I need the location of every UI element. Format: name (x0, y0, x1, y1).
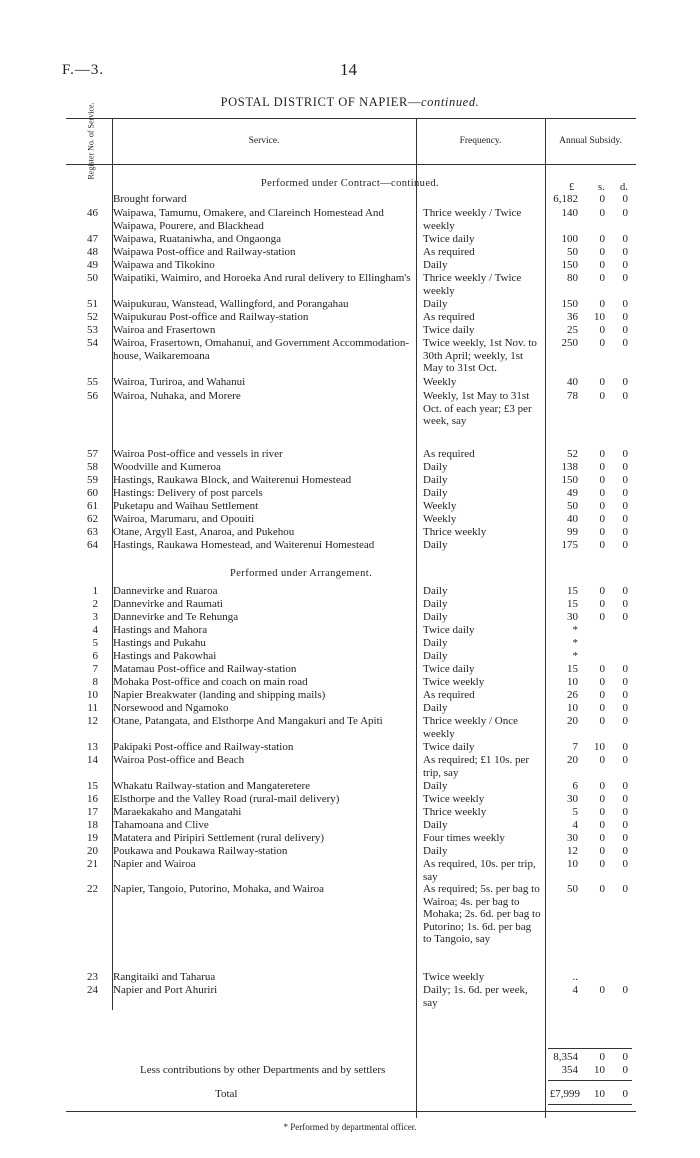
service-description: Whakatu Railway-station and Mangateretere (113, 780, 311, 792)
service-description: Wairoa, Marumaru, and Opouiti (113, 513, 255, 525)
subsidy-pence: 0 (622, 676, 628, 688)
subsidy-pence: 0 (622, 793, 628, 805)
service-description: Waipawa Post-office and Railway-station (113, 246, 296, 258)
frequency: Twice daily (423, 624, 475, 636)
register-number: 14 (87, 754, 98, 766)
register-number: 60 (87, 487, 98, 499)
frequency: Daily (423, 461, 448, 473)
register-number: 47 (87, 233, 98, 245)
service-description: Pakipaki Post-office and Railway-station (113, 741, 294, 753)
subsidy-shillings: 0 (599, 500, 605, 512)
service-description: Dannevirke and Ruaroa (113, 585, 218, 597)
subsidy-shillings: 0 (599, 390, 605, 402)
subsidy-pounds: 40 (567, 376, 578, 388)
subsidy-shillings: 0 (599, 845, 605, 857)
page-title (0, 95, 700, 110)
frequency: As required, 10s. per trip, say (423, 858, 536, 883)
service-description: Waipukurau Post-office and Railway-station (113, 311, 309, 323)
frequency: Twice weekly, 1st Nov. to 30th April; weekly, 1st May to 31st Oct. (423, 337, 537, 374)
subsidy-pence: 0 (622, 259, 628, 271)
register-number: 51 (87, 298, 98, 310)
total-double-rule (548, 1104, 632, 1105)
subsidy-pounds: 30 (567, 611, 578, 623)
subsidy-shillings: 0 (599, 324, 605, 336)
subtotal-shillings: 0 (599, 1051, 605, 1063)
page-number: 14 (340, 60, 357, 79)
subsidy-pence: 0 (622, 207, 628, 219)
register-number: 20 (87, 845, 98, 857)
subsidy-shillings: 0 (599, 539, 605, 551)
frequency: Weekly (423, 500, 457, 512)
service-column-header: Service. (248, 136, 280, 146)
register-number: 7 (92, 663, 98, 675)
register-number: 11 (87, 702, 98, 714)
subsidy-pounds: 49 (567, 487, 578, 499)
frequency: Weekly (423, 513, 457, 525)
subsidy-pounds: 78 (567, 390, 578, 402)
register-number: 18 (87, 819, 98, 831)
subsidy-pounds: * (572, 650, 578, 662)
frequency: Thrice weekly (423, 526, 487, 538)
subsidy-pounds: .. (572, 971, 578, 983)
subsidy-pounds: 15 (567, 598, 578, 610)
total-label: Total (215, 1088, 238, 1100)
subsidy-shillings: 0 (599, 376, 605, 388)
subsidy-shillings: 0 (599, 806, 605, 818)
subsidy-shillings: 0 (599, 207, 605, 219)
service-description: Mohaka Post-office and coach on main road (113, 676, 308, 688)
service-description: Brought forward (113, 193, 187, 205)
register-number: 53 (87, 324, 98, 336)
currency-pence-label: d. (620, 182, 628, 193)
subsidy-pounds: * (572, 624, 578, 636)
subsidy-pounds: 6 (572, 780, 578, 792)
subsidy-shillings: 0 (599, 780, 605, 792)
subsidy-shillings: 0 (599, 715, 605, 727)
subsidy-pounds: 30 (567, 793, 578, 805)
subsidy-pence: 0 (622, 806, 628, 818)
service-description: Waipawa, Tamumu, Omakere, and Clareinch Homestead And Waipawa, Pourere, and Blackhead (113, 207, 384, 232)
register-number: 46 (87, 207, 98, 219)
less-contributions-label: Less contributions by other Departments and by settlers (140, 1064, 386, 1076)
frequency: As required (423, 689, 475, 701)
service-description: Napier Breakwater (landing and shipping mails) (113, 689, 326, 701)
subsidy-pence: 0 (622, 311, 628, 323)
subsidy-pounds: 250 (561, 337, 578, 349)
subsidy-pence: 0 (622, 513, 628, 525)
section-heading-contract: Performed under Contract—continued. (260, 178, 440, 189)
subsidy-pounds: 4 (572, 984, 578, 996)
service-description: Elsthorpe and the Valley Road (rural-mail delivery) (113, 793, 340, 805)
subsidy-pounds: 10 (567, 858, 578, 870)
subsidy-shillings: 0 (599, 832, 605, 844)
subsidy-pounds: 50 (567, 246, 578, 258)
subsidy-pounds: 100 (561, 233, 578, 245)
subsidy-shillings: 0 (599, 858, 605, 870)
frequency: Twice daily (423, 233, 475, 245)
frequency: Twice weekly (423, 971, 485, 983)
subsidy-pence: 0 (622, 883, 628, 895)
register-number: 8 (92, 676, 98, 688)
subtotal-pence: 0 (622, 1051, 628, 1063)
subsidy-pence: 0 (622, 858, 628, 870)
register-number: 1 (92, 585, 98, 597)
register-number: 2 (92, 598, 98, 610)
subsidy-shillings: 0 (599, 585, 605, 597)
service-description: Tahamoana and Clive (113, 819, 209, 831)
service-description: Rangitaiki and Taharua (113, 971, 216, 983)
subsidy-shillings: 0 (599, 676, 605, 688)
subsidy-shillings: 0 (599, 598, 605, 610)
subsidy-pence: 0 (622, 984, 628, 996)
total-rule (548, 1080, 632, 1081)
frequency: Daily (423, 702, 448, 714)
subsidy-pence: 0 (622, 246, 628, 258)
subsidy-pence: 0 (622, 585, 628, 597)
subsidy-pence: 0 (622, 474, 628, 486)
subsidy-shillings: 10 (594, 311, 605, 323)
subsidy-shillings: 0 (599, 193, 605, 205)
subsidy-shillings: 0 (599, 259, 605, 271)
currency-pounds-label: £ (569, 182, 575, 193)
service-description: Hastings, Raukawa Block, and Waiterenui Homestead (113, 474, 352, 486)
total-shillings: 10 (594, 1088, 605, 1100)
service-description: Wairoa Post-office and vessels in river (113, 448, 283, 460)
subsidy-pounds: 40 (567, 513, 578, 525)
subsidy-pence: 0 (622, 500, 628, 512)
subsidy-pounds: 99 (567, 526, 578, 538)
frequency: As required; £1 10s. per trip, say (423, 754, 530, 779)
section-heading-arrangement: Performed under Arrangement. (230, 568, 373, 579)
subsidy-shillings: 10 (594, 741, 605, 753)
title-continued: continued. (420, 95, 480, 109)
subsidy-shillings: 0 (599, 793, 605, 805)
subsidy-shillings: 0 (599, 233, 605, 245)
subsidy-pounds: 25 (567, 324, 578, 336)
subsidy-shillings: 0 (599, 689, 605, 701)
subsidy-shillings: 0 (599, 526, 605, 538)
subsidy-pounds: 15 (567, 585, 578, 597)
register-number: 10 (87, 689, 98, 701)
frequency: Daily (423, 650, 448, 662)
frequency: Twice daily (423, 663, 475, 675)
subsidy-pence: 0 (622, 233, 628, 245)
subsidy-pence: 0 (622, 376, 628, 388)
frequency: Daily (423, 611, 448, 623)
subsidy-pence: 0 (622, 702, 628, 714)
subsidy-shillings: 0 (599, 702, 605, 714)
service-description: Napier and Wairoa (113, 858, 196, 870)
frequency: Daily (423, 637, 448, 649)
subsidy-pounds: 175 (561, 539, 578, 551)
frequency: As required (423, 448, 475, 460)
service-description: Wairoa, Frasertown, Omahanui, and Government Accommodation-house, Waikaremoana (113, 337, 410, 362)
service-description: Waipatiki, Waimiro, and Horoeka And rural delivery to Ellingham's (113, 272, 411, 284)
service-description: Wairoa, Nuhaka, and Morere (113, 390, 241, 402)
service-description: Poukawa and Poukawa Railway-station (113, 845, 288, 857)
subsidy-shillings: 0 (599, 663, 605, 675)
subsidy-pence: 0 (622, 598, 628, 610)
frequency: Thrice weekly / Twice weekly (423, 207, 522, 232)
less-pounds: 354 (561, 1064, 578, 1076)
total-pounds: £7,999 (549, 1088, 580, 1100)
subsidy-shillings: 0 (599, 984, 605, 996)
frequency: Daily (423, 259, 448, 271)
register-number: 24 (87, 984, 98, 996)
frequency: Daily (423, 487, 448, 499)
frequency: Daily (423, 298, 448, 310)
subsidy-pounds: 12 (567, 845, 578, 857)
service-description: Hastings and Mahora (113, 624, 208, 636)
subsidy-pounds: 50 (567, 500, 578, 512)
subsidy-pounds: 150 (561, 259, 578, 271)
subsidy-shillings: 0 (599, 461, 605, 473)
frequency: Thrice weekly / Twice weekly (423, 272, 522, 297)
subtotal-rule (548, 1048, 632, 1049)
service-description: Dannevirke and Raumati (113, 598, 223, 610)
register-number: 50 (87, 272, 98, 284)
frequency-column-header: Frequency. (459, 136, 502, 146)
frequency: As required (423, 311, 475, 323)
frequency: Daily (423, 819, 448, 831)
subsidy-shillings: 0 (599, 246, 605, 258)
subsidy-pence: 0 (622, 298, 628, 310)
subsidy-pounds: 138 (561, 461, 578, 473)
subsidy-shillings: 0 (599, 487, 605, 499)
subsidy-pence: 0 (622, 845, 628, 857)
footnote: * Performed by departmental officer. (283, 1122, 417, 1132)
subsidy-pence: 0 (622, 780, 628, 792)
page-section-id: F.—3. (62, 62, 105, 78)
register-number: 23 (87, 971, 98, 983)
subsidy-pounds: 36 (567, 311, 578, 323)
subsidy-pounds: 80 (567, 272, 578, 284)
subsidy-pence: 0 (622, 611, 628, 623)
register-number: 17 (87, 806, 98, 818)
register-number: 63 (87, 526, 98, 538)
register-number: 59 (87, 474, 98, 486)
service-description: Wairoa Post-office and Beach (113, 754, 245, 766)
subsidy-pence: 0 (622, 272, 628, 284)
service-description: Maraekakaho and Mangatahi (113, 806, 242, 818)
register-number: 13 (87, 741, 98, 753)
register-number: 57 (87, 448, 98, 460)
service-description: Matatera and Piripiri Settlement (rural delivery) (113, 832, 325, 844)
subsidy-shillings: 0 (599, 272, 605, 284)
subsidy-shillings: 0 (599, 819, 605, 831)
table-bottom-rule (66, 1111, 636, 1112)
subsidy-shillings: 0 (599, 337, 605, 349)
frequency: As required (423, 246, 475, 258)
subsidy-pounds: 30 (567, 832, 578, 844)
subsidy-pounds: 50 (567, 883, 578, 895)
service-description: Woodville and Kumeroa (113, 461, 221, 473)
title-main: POSTAL DISTRICT OF NAPIER— (220, 95, 421, 109)
frequency: Daily (423, 598, 448, 610)
service-description: Waipukurau, Wanstead, Wallingford, and Porangahau (113, 298, 349, 310)
table-top-rule (66, 118, 636, 119)
register-number: 4 (92, 624, 98, 636)
subsidy-pence: 0 (622, 754, 628, 766)
subtotal-pounds: 8,354 (553, 1051, 578, 1063)
service-description: Napier, Tangoio, Putorino, Mohaka, and Wairoa (113, 883, 325, 895)
service-description: Otane, Argyll East, Anaroa, and Pukehou (113, 526, 295, 538)
subsidy-pounds: 52 (567, 448, 578, 460)
register-number: 21 (87, 858, 98, 870)
subsidy-shillings: 0 (599, 513, 605, 525)
service-description: Waipawa, Ruataniwha, and Ongaonga (113, 233, 282, 245)
service-description: Norsewood and Ngamoko (113, 702, 229, 714)
register-number: 56 (87, 390, 98, 402)
register-number: 62 (87, 513, 98, 525)
service-description: Dannevirke and Te Rehunga (113, 611, 239, 623)
service-description: Otane, Patangata, and Elsthorpe And Mangakuri and Te Apiti (113, 715, 383, 727)
currency-shillings-label: s. (598, 182, 605, 193)
register-column-header: Register No. of Service. (86, 102, 96, 180)
frequency: Twice weekly (423, 793, 485, 805)
frequency: Daily (423, 585, 448, 597)
subsidy-pence: 0 (622, 193, 628, 205)
frequency: As required; 5s. per bag to Wairoa; 4s. per bag to Mohaka; 2s. 6d. per bag to Putorino; 1s. 6d. per bag to Tangoio, say (423, 883, 541, 945)
subsidy-pounds: 140 (561, 207, 578, 219)
frequency: Weekly (423, 376, 457, 388)
subsidy-pence: 0 (622, 526, 628, 538)
subsidy-shillings: 0 (599, 474, 605, 486)
frequency: Four times weekly (423, 832, 505, 844)
register-number: 16 (87, 793, 98, 805)
subsidy-pence: 0 (622, 819, 628, 831)
subsidy-pence: 0 (622, 715, 628, 727)
service-description: Hastings and Pakowhai (113, 650, 217, 662)
subsidy-pounds: 6,182 (553, 193, 578, 205)
register-number: 58 (87, 461, 98, 473)
total-pence: 0 (622, 1088, 628, 1100)
subsidy-pence: 0 (622, 390, 628, 402)
service-description: Hastings, Raukawa Homestead, and Waiterenui Homestead (113, 539, 375, 551)
subsidy-pence: 0 (622, 539, 628, 551)
register-number: 48 (87, 246, 98, 258)
less-pence: 0 (622, 1064, 628, 1076)
service-description: Napier and Port Ahuriri (113, 984, 218, 996)
less-shillings: 10 (594, 1064, 605, 1076)
service-description: Puketapu and Waihau Settlement (113, 500, 259, 512)
service-description: Hastings: Delivery of post parcels (113, 487, 263, 499)
column-rule-frequency (545, 118, 546, 1118)
register-number: 19 (87, 832, 98, 844)
subsidy-pounds: 4 (572, 819, 578, 831)
service-description: Wairoa and Frasertown (113, 324, 216, 336)
subsidy-pounds: 20 (567, 715, 578, 727)
frequency: Twice daily (423, 324, 475, 336)
subsidy-pounds: 150 (561, 474, 578, 486)
subsidy-pounds: 150 (561, 298, 578, 310)
subsidy-pence: 0 (622, 487, 628, 499)
frequency: Daily; 1s. 6d. per week, say (423, 984, 528, 1009)
frequency: Daily (423, 474, 448, 486)
subsidy-pence: 0 (622, 741, 628, 753)
subsidy-pounds: 7 (572, 741, 578, 753)
subsidy-pence: 0 (622, 832, 628, 844)
subsidy-pence: 0 (622, 461, 628, 473)
subsidy-column-header: Annual Subsidy. (559, 136, 622, 146)
frequency: Twice daily (423, 741, 475, 753)
subsidy-pounds: 26 (567, 689, 578, 701)
service-description: Hastings and Pukahu (113, 637, 206, 649)
register-number: 54 (87, 337, 98, 349)
register-number: 6 (92, 650, 98, 662)
register-number: 61 (87, 500, 98, 512)
register-number: 22 (87, 883, 98, 895)
register-number: 15 (87, 780, 98, 792)
subsidy-pounds: 10 (567, 702, 578, 714)
subsidy-pence: 0 (622, 689, 628, 701)
frequency: Daily (423, 539, 448, 551)
subsidy-pounds: 15 (567, 663, 578, 675)
subsidy-pounds: 10 (567, 676, 578, 688)
register-number: 12 (87, 715, 98, 727)
frequency: Twice weekly (423, 676, 485, 688)
register-number: 3 (92, 611, 98, 623)
subsidy-pence: 0 (622, 448, 628, 460)
subsidy-shillings: 0 (599, 611, 605, 623)
subsidy-shillings: 0 (599, 754, 605, 766)
subsidy-pence: 0 (622, 324, 628, 336)
frequency: Thrice weekly (423, 806, 487, 818)
subsidy-pounds: 20 (567, 754, 578, 766)
subsidy-shillings: 0 (599, 448, 605, 460)
subsidy-pounds: 5 (572, 806, 578, 818)
service-description: Wairoa, Turiroa, and Wahanui (113, 376, 246, 388)
frequency: Weekly, 1st May to 31st Oct. of each year; £3 per week, say (423, 390, 532, 427)
subsidy-pence: 0 (622, 663, 628, 675)
column-rule-service (416, 118, 417, 1118)
subsidy-pounds: * (572, 637, 578, 649)
frequency: Daily (423, 845, 448, 857)
service-description: Waipawa and Tikokino (113, 259, 215, 271)
subsidy-pence: 0 (622, 337, 628, 349)
register-number: 52 (87, 311, 98, 323)
subsidy-shillings: 0 (599, 883, 605, 895)
register-number: 49 (87, 259, 98, 271)
register-number: 55 (87, 376, 98, 388)
register-number: 64 (87, 539, 98, 551)
register-number: 5 (92, 637, 98, 649)
service-description: Matamau Post-office and Railway-station (113, 663, 297, 675)
frequency: Daily (423, 780, 448, 792)
header-bottom-rule (66, 164, 636, 165)
frequency: Thrice weekly / Once weekly (423, 715, 518, 740)
subsidy-shillings: 0 (599, 298, 605, 310)
